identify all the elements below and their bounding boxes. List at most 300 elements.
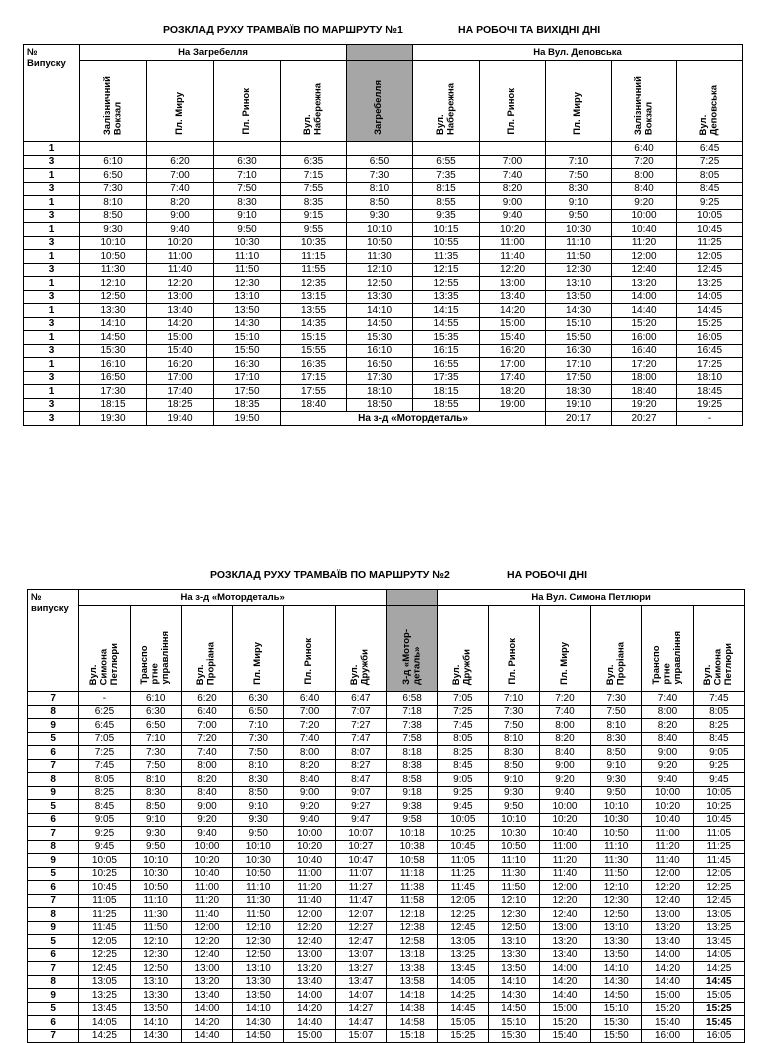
time-cell: 13:30: [80, 304, 147, 318]
time-cell: 18:15: [80, 398, 147, 412]
time-cell: 11:35: [413, 250, 480, 264]
time-cell: 9:07: [335, 786, 386, 800]
route1-timetable: [23, 44, 743, 426]
time-cell: 11:55: [281, 263, 347, 277]
time-cell: 9:20: [612, 196, 677, 210]
table-row: [28, 989, 745, 1003]
table-row: [24, 371, 743, 385]
time-cell: 13:00: [539, 921, 590, 935]
time-cell: 10:30: [591, 813, 642, 827]
time-cell: 8:58: [386, 773, 437, 787]
time-cell: 7:07: [335, 705, 386, 719]
time-cell: [480, 142, 546, 156]
time-cell: 10:18: [386, 827, 437, 841]
time-cell: 13:00: [284, 948, 335, 962]
time-cell: 12:10: [130, 935, 181, 949]
time-cell: 10:05: [693, 786, 744, 800]
time-cell: 16:55: [413, 358, 480, 372]
time-cell: 14:50: [347, 317, 413, 331]
time-cell: 15:20: [612, 317, 677, 331]
time-cell: 9:10: [546, 196, 612, 210]
time-cell: 8:30: [488, 746, 539, 760]
run-number: 7: [28, 962, 79, 976]
time-cell: 11:30: [591, 854, 642, 868]
time-cell: 14:35: [281, 317, 347, 331]
time-cell: 8:30: [233, 773, 284, 787]
time-cell: 6:30: [233, 692, 284, 706]
time-cell: 11:40: [147, 263, 214, 277]
time-cell: 16:05: [693, 1029, 744, 1043]
time-cell: 13:10: [233, 962, 284, 976]
time-cell: 8:00: [539, 719, 590, 733]
time-cell: 11:00: [181, 881, 232, 895]
time-cell: 14:18: [386, 989, 437, 1003]
time-cell: 9:45: [693, 773, 744, 787]
time-cell: 8:20: [147, 196, 214, 210]
time-cell: 9:25: [438, 786, 488, 800]
time-cell: 14:20: [284, 1002, 335, 1016]
time-cell: 7:27: [335, 719, 386, 733]
time-cell: 7:15: [281, 169, 347, 183]
table-row: [28, 1016, 745, 1030]
time-cell: 13:25: [79, 989, 130, 1003]
table-row: [24, 331, 743, 345]
time-cell: 13:20: [539, 935, 590, 949]
time-cell: 11:20: [181, 894, 232, 908]
time-cell: 14:30: [546, 304, 612, 318]
time-cell: 10:40: [284, 854, 335, 868]
time-cell: 11:38: [386, 881, 437, 895]
time-cell: 12:38: [386, 921, 437, 935]
time-cell: 7:05: [79, 732, 130, 746]
time-cell: 9:40: [539, 786, 590, 800]
time-cell: 16:30: [214, 358, 281, 372]
time-cell: 10:50: [233, 867, 284, 881]
time-cell: 15:40: [147, 344, 214, 358]
time-cell: 13:30: [488, 948, 539, 962]
stop-header: [284, 606, 335, 692]
stop-name: Пл. Миру: [173, 92, 185, 135]
table-row: [24, 182, 743, 196]
time-cell: 9:27: [335, 800, 386, 814]
table-row: [24, 169, 743, 183]
table-row: [28, 854, 745, 868]
stop-header: [539, 606, 590, 692]
time-cell: 12:40: [539, 908, 590, 922]
time-cell: 15:25: [693, 1002, 744, 1016]
time-cell: 11:40: [539, 867, 590, 881]
time-cell: 15:30: [347, 331, 413, 345]
run-number: 7: [28, 827, 79, 841]
time-cell: 13:50: [130, 1002, 181, 1016]
time-cell: 13:20: [642, 921, 693, 935]
time-cell: 14:27: [335, 1002, 386, 1016]
time-cell: 13:45: [438, 962, 488, 976]
time-cell: 13:00: [147, 290, 214, 304]
time-cell: 7:25: [438, 705, 488, 719]
time-cell: 7:58: [386, 732, 437, 746]
stop-name: Вул. Набережна: [302, 82, 324, 135]
time-cell: 7:20: [181, 732, 232, 746]
time-cell: 7:45: [438, 719, 488, 733]
time-cell: 11:45: [693, 854, 744, 868]
time-cell: 10:07: [335, 827, 386, 841]
time-cell: 15:30: [591, 1016, 642, 1030]
run-number: 1: [24, 304, 80, 318]
table-row: [24, 290, 743, 304]
time-cell: 12:27: [335, 921, 386, 935]
stop-header: [233, 606, 284, 692]
time-cell: 7:45: [693, 692, 744, 706]
time-cell: 11:05: [438, 854, 488, 868]
time-cell: 12:20: [480, 263, 546, 277]
time-cell: 11:40: [480, 250, 546, 264]
time-cell: 15:05: [693, 989, 744, 1003]
time-cell: 9:20: [539, 773, 590, 787]
time-cell: 14:05: [79, 1016, 130, 1030]
time-cell: 11:50: [233, 908, 284, 922]
time-cell: 8:30: [591, 732, 642, 746]
table-row: [24, 209, 743, 223]
time-cell: 7:50: [233, 746, 284, 760]
time-cell: 17:15: [281, 371, 347, 385]
time-cell: 16:20: [480, 344, 546, 358]
run-number: 6: [28, 1016, 79, 1030]
time-cell: 9:55: [281, 223, 347, 237]
time-cell: 8:30: [546, 182, 612, 196]
time-cell: 9:00: [642, 746, 693, 760]
time-cell: 9:10: [214, 209, 281, 223]
stop-header: [386, 606, 437, 692]
time-cell: 7:30: [488, 705, 539, 719]
time-cell: 13:05: [693, 908, 744, 922]
time-cell: 8:18: [386, 746, 437, 760]
time-cell: 8:45: [79, 800, 130, 814]
time-cell: 8:10: [80, 196, 147, 210]
time-cell: -: [79, 692, 130, 706]
time-cell: 7:00: [480, 155, 546, 169]
time-cell: 14:30: [214, 317, 281, 331]
time-cell: 7:40: [480, 169, 546, 183]
time-cell: 12:05: [693, 867, 744, 881]
time-cell: 13:30: [591, 935, 642, 949]
time-cell: 19:20: [612, 398, 677, 412]
time-cell: 9:30: [233, 813, 284, 827]
time-cell: 9:47: [335, 813, 386, 827]
time-cell: 10:50: [130, 881, 181, 895]
time-cell: 10:05: [79, 854, 130, 868]
time-cell: 15:50: [546, 331, 612, 345]
time-cell: 11:50: [214, 263, 281, 277]
time-cell: 12:40: [642, 894, 693, 908]
time-cell: 10:38: [386, 840, 437, 854]
table-row: [28, 800, 745, 814]
stop-header: [591, 606, 642, 692]
time-cell: 9:05: [438, 773, 488, 787]
time-cell: 17:10: [546, 358, 612, 372]
time-cell: 8:50: [347, 196, 413, 210]
time-cell: 11:10: [214, 250, 281, 264]
stop-name: Вул. Деповська: [698, 84, 720, 135]
time-cell: 16:40: [612, 344, 677, 358]
time-cell: 12:35: [281, 277, 347, 291]
time-cell: 11:45: [438, 881, 488, 895]
time-cell: 8:40: [539, 746, 590, 760]
time-cell: 12:05: [677, 250, 743, 264]
time-cell: 9:00: [480, 196, 546, 210]
table-row: [28, 948, 745, 962]
time-cell: 11:10: [488, 854, 539, 868]
time-cell: 12:00: [181, 921, 232, 935]
time-cell: 13:07: [335, 948, 386, 962]
time-cell: 10:30: [130, 867, 181, 881]
time-cell: 7:47: [335, 732, 386, 746]
time-cell: 8:25: [438, 746, 488, 760]
time-cell: 13:25: [693, 921, 744, 935]
time-cell: 10:50: [347, 236, 413, 250]
time-cell: 7:30: [347, 169, 413, 183]
time-cell: 12:40: [612, 263, 677, 277]
time-cell: 11:00: [147, 250, 214, 264]
time-cell: 10:40: [612, 223, 677, 237]
table-row: [28, 719, 745, 733]
time-cell: 13:58: [386, 975, 437, 989]
time-cell: 8:30: [130, 786, 181, 800]
time-cell: 19:50: [214, 412, 281, 426]
run-number: 3: [24, 317, 80, 331]
time-cell: 6:35: [281, 155, 347, 169]
table-row: [28, 692, 745, 706]
time-cell: 9:15: [281, 209, 347, 223]
time-cell: 15:00: [480, 317, 546, 331]
time-cell: 14:10: [347, 304, 413, 318]
run-number: 6: [28, 746, 79, 760]
time-cell: 12:40: [181, 948, 232, 962]
time-cell: 12:30: [233, 935, 284, 949]
table-row: [24, 263, 743, 277]
time-cell: 8:05: [677, 169, 743, 183]
time-cell: 13:10: [546, 277, 612, 291]
time-cell: 11:07: [335, 867, 386, 881]
time-cell: 9:20: [642, 759, 693, 773]
time-cell: 13:05: [79, 975, 130, 989]
time-cell: 11:15: [281, 250, 347, 264]
time-cell: 10:20: [147, 236, 214, 250]
time-cell: 15:40: [480, 331, 546, 345]
time-cell: 14:10: [591, 962, 642, 976]
time-cell: 10:35: [281, 236, 347, 250]
time-cell: 14:10: [488, 975, 539, 989]
time-cell: 15:40: [642, 1016, 693, 1030]
run-number: 3: [24, 182, 80, 196]
time-cell: 13:25: [677, 277, 743, 291]
time-cell: 17:55: [281, 385, 347, 399]
time-cell: 9:30: [591, 773, 642, 787]
time-cell: [214, 142, 281, 156]
table-row: [28, 1002, 745, 1016]
run-number: 1: [24, 358, 80, 372]
time-cell: 8:40: [181, 786, 232, 800]
stop-name: Вул. Симона Петлюри: [702, 642, 735, 685]
time-cell: 10:27: [335, 840, 386, 854]
time-cell: 9:30: [80, 223, 147, 237]
time-cell: 13:40: [147, 304, 214, 318]
time-cell: 14:10: [80, 317, 147, 331]
time-cell: 9:50: [130, 840, 181, 854]
time-cell: 11:30: [233, 894, 284, 908]
time-cell: 13:50: [488, 962, 539, 976]
time-cell: 11:40: [642, 854, 693, 868]
time-cell: 11:50: [488, 881, 539, 895]
stop-header: [480, 61, 546, 142]
time-cell: 15:00: [284, 1029, 335, 1043]
time-cell: 9:50: [591, 786, 642, 800]
time-cell: 13:50: [233, 989, 284, 1003]
table-row: [28, 1029, 745, 1043]
table-row: [28, 908, 745, 922]
time-cell: 8:47: [335, 773, 386, 787]
time-cell: 10:30: [214, 236, 281, 250]
time-cell: 18:50: [347, 398, 413, 412]
table-row: [24, 344, 743, 358]
time-cell: 15:55: [281, 344, 347, 358]
time-cell: 13:25: [438, 948, 488, 962]
time-cell: 7:50: [591, 705, 642, 719]
time-cell: 9:40: [642, 773, 693, 787]
time-cell: -: [677, 412, 743, 426]
time-cell: 6:10: [80, 155, 147, 169]
time-cell: 11:05: [693, 827, 744, 841]
time-cell: 9:40: [147, 223, 214, 237]
run-number: 7: [28, 692, 79, 706]
time-cell: 13:30: [130, 989, 181, 1003]
time-cell: 8:07: [335, 746, 386, 760]
time-cell: 6:50: [233, 705, 284, 719]
time-cell: 13:18: [386, 948, 437, 962]
time-cell: 8:38: [386, 759, 437, 773]
time-cell: 18:30: [546, 385, 612, 399]
run-number: 5: [28, 1002, 79, 1016]
time-cell: 12:00: [284, 908, 335, 922]
time-cell: 8:25: [79, 786, 130, 800]
time-cell: 10:10: [130, 854, 181, 868]
time-cell: 14:50: [488, 1002, 539, 1016]
time-cell: 11:40: [284, 894, 335, 908]
table-row: [28, 962, 745, 976]
route2-timetable: [27, 589, 745, 1043]
time-cell: 6:20: [147, 155, 214, 169]
time-cell: 6:30: [130, 705, 181, 719]
time-cell: 7:20: [612, 155, 677, 169]
stop-name: Пл. Миру: [252, 642, 264, 685]
time-cell: 9:10: [488, 773, 539, 787]
stop-name: Вул. Проріана: [195, 641, 217, 685]
time-cell: 10:40: [539, 827, 590, 841]
time-cell: 14:00: [539, 962, 590, 976]
stop-name: Пл. Ринок: [507, 638, 519, 685]
time-cell: 7:25: [79, 746, 130, 760]
time-cell: 8:50: [591, 746, 642, 760]
stop-header: [281, 61, 347, 142]
time-cell: 12:18: [386, 908, 437, 922]
table-row: [24, 236, 743, 250]
time-cell: 11:20: [539, 854, 590, 868]
time-cell: 13:55: [281, 304, 347, 318]
run-number: 3: [24, 290, 80, 304]
time-cell: 7:18: [386, 705, 437, 719]
table-row: [28, 935, 745, 949]
time-cell: 8:05: [693, 705, 744, 719]
time-cell: 10:55: [413, 236, 480, 250]
time-cell: 9:10: [130, 813, 181, 827]
time-cell: 12:20: [147, 277, 214, 291]
table-row: [28, 827, 745, 841]
time-cell: 12:00: [539, 881, 590, 895]
time-cell: 14:00: [284, 989, 335, 1003]
time-cell: 17:25: [677, 358, 743, 372]
time-cell: 15:05: [438, 1016, 488, 1030]
run-number: 1: [24, 277, 80, 291]
time-cell: 12:30: [488, 908, 539, 922]
run-number: 3: [24, 412, 80, 426]
stop-header: [79, 606, 130, 692]
time-cell: 8:40: [284, 773, 335, 787]
time-cell: 13:40: [539, 948, 590, 962]
run-number: 9: [28, 854, 79, 868]
table-row: [28, 746, 745, 760]
time-cell: 8:50: [80, 209, 147, 223]
time-cell: 14:38: [386, 1002, 437, 1016]
time-cell: 12:10: [347, 263, 413, 277]
table-row: [24, 385, 743, 399]
time-cell: 8:00: [181, 759, 232, 773]
time-cell: 8:50: [130, 800, 181, 814]
stop-name: Транспо ртне управління: [138, 631, 171, 685]
table-row: [24, 304, 743, 318]
time-cell: 10:20: [480, 223, 546, 237]
time-cell: 16:50: [347, 358, 413, 372]
run-number: 5: [28, 867, 79, 881]
time-cell: 18:00: [612, 371, 677, 385]
time-cell: 19:30: [80, 412, 147, 426]
time-cell: 9:18: [386, 786, 437, 800]
time-cell: 12:25: [693, 881, 744, 895]
time-cell: 15:20: [539, 1016, 590, 1030]
time-cell: 10:30: [488, 827, 539, 841]
time-cell: 7:20: [539, 692, 590, 706]
time-cell: 7:55: [281, 182, 347, 196]
table-row: [28, 894, 745, 908]
time-cell: 9:40: [480, 209, 546, 223]
time-cell: 15:00: [642, 989, 693, 1003]
time-cell: 10:40: [642, 813, 693, 827]
time-cell: 10:45: [438, 840, 488, 854]
time-cell: 11:25: [79, 908, 130, 922]
time-cell: 19:40: [147, 412, 214, 426]
stop-name: Залізничний Вокзал: [101, 75, 123, 135]
time-cell: 9:45: [438, 800, 488, 814]
time-cell: [413, 142, 480, 156]
time-cell: 12:45: [677, 263, 743, 277]
time-cell: 13:40: [181, 989, 232, 1003]
time-cell: 18:25: [147, 398, 214, 412]
stop-header: [413, 61, 480, 142]
time-cell: 7:00: [284, 705, 335, 719]
time-cell: 10:50: [80, 250, 147, 264]
time-cell: 8:50: [233, 786, 284, 800]
time-cell: 11:30: [80, 263, 147, 277]
time-cell: 18:15: [413, 385, 480, 399]
